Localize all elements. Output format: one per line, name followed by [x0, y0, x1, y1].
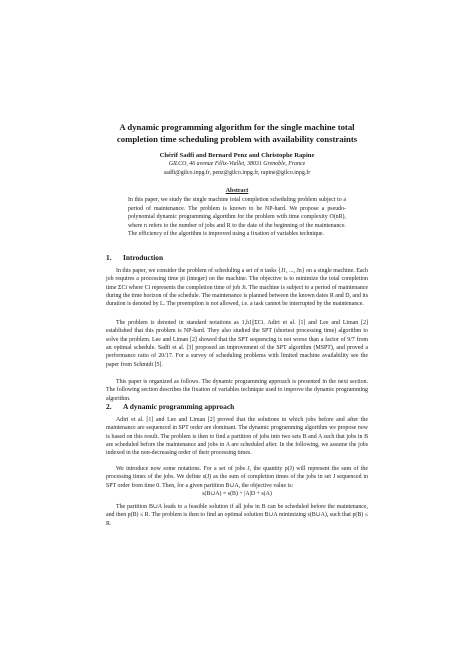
paper-title: A dynamic programming algorithm for the single machine total completion time scheduling problem with availability constraints [116, 122, 358, 144]
abstract-heading: Abstract [225, 188, 249, 194]
affiliation: GILCO, 46 avenue Félix-Viallet, 38031 Grenoble, France [168, 161, 306, 167]
section-title: Introduction [123, 253, 164, 262]
author-list: Chérif Sadfi and Bernard Penz and Christophe Rapine [159, 152, 315, 159]
section-number: 2. [106, 402, 112, 411]
author-emails: sadfi@gilco.inpg.fr, penz@gilco.inpg.fr, rapine@gilco.inpg.fr [163, 170, 311, 176]
intro-paragraph-2: The problem is denoted in standard notations as 1,h1||ΣCi. Adiri et al. [1] and Lee and Liman [2] established that this problem is NP-hard. They also studied the SPT (shortest processing time) algorithm to solve the problem. Lee and Liman [2] showed that the SPT sequencing is not worse than a factor of 9/7 from an optimal schedule. Sadfi et al. [3] proposed an improvement of the SPT algorithm (MSPT), and proved a performance ratio of 20/17. For a survey of scheduling problems with limited machine availability see the paper from Schmidt [5]. [106, 320, 368, 368]
section-heading-introduction [106, 253, 163, 262]
dp-paragraph-1: Adiri et al. [1] and Lee and Liman [2] proved that the solutions in which jobs before and after the maintenance are sequenced in SPT order are dominant. The dynamic programming algorithm we propose now is based on this result. The problem is then to find a partition of jobs into two sets B and A such that jobs in B are scheduled before the maintenance and jobs in A are scheduled after. In the following, we assume the jobs indexed in the non-decreasing order of their processing times. [106, 417, 368, 457]
section-heading-dynamic-programming [106, 402, 234, 411]
intro-paragraph-1: In this paper, we consider the problem of scheduling a set of n tasks {J1, ..., Jn} on a single machine. Each job requires a processing time pi (integer) on the machine. The objective is to minimize the total completion time ΣCi where Ci represents the completion time of job Ji. The machine is subject to a period of maintenance during the time horizon of the schedule. The maintenance is planned between the known dates R and D, and its duration is denoted by L. The preemption is not allowed, i.e. a task cannot be interrupted by the maintenance. [106, 268, 368, 308]
section-title: A dynamic programming approach [123, 402, 235, 411]
section-number: 1. [106, 253, 112, 262]
dp-paragraph-3: The partition B∪A leads to a feasible solution if all jobs in B can be scheduled before the maintenance, and then p(B) ≤ R. The problem is then to find an optimal solution B∪A minimizing s(B∪A), such that p(B) ≤ R. [106, 504, 368, 527]
intro-paragraph-3: This paper is organized as follows. The dynamic programming approach is presented in the next section. The following section describes the fixation of variables technique used to improve the dynamic programming algorithm. [106, 379, 368, 402]
abstract-text: In this paper, we study the single machine total completion scheduling problem subject to a period of maintenance. The problem is known to be NP-hard. We propose a pseudo-polynomial dynamic programming algorithm for the problem with time complexity O(nR), where n refers to the number of jobs and R to the date of the beginning of the maintenance. The efficiency of the algorithm is improved using a fixation of variables technique. [128, 197, 346, 238]
objective-formula: s(B∪A) = s(B) + |A|D + s(A) [202, 491, 272, 497]
dp-paragraph-2: We introduce now some notations. For a set of jobs J, the quantity p(J) will represent the sum of the processing times of the jobs. We define s(J) as the sum of completion times of the jobs in set J sequenced in SPT order from time 0. Then, for a given partition B∪A, the objective value is: [106, 466, 368, 489]
